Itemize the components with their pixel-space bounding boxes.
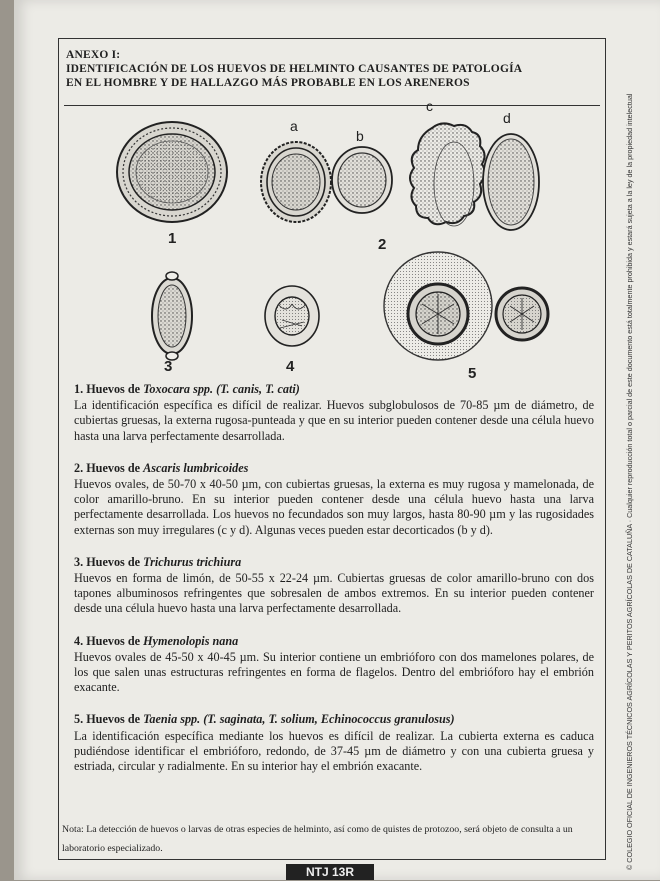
section-text: La identificación específica mediante los huevos es difícil de realizar. La cubierta externa es caduca pudiéndose identificar el embrióforo, redondo, de 37-45 µm de diámetro y con una cubierta gruesa y estriada, circular y radialmente. En su interior hay el embrión exacante. [74,728,594,774]
figure-label-5: 5 [468,365,477,382]
copyright-margin [610,93,640,870]
section-title: 2. Huevos de Ascaris lumbricoides [74,460,249,475]
ascaris-egg-c-drawing [410,123,485,226]
trichuris-egg-drawing [152,272,192,360]
figure-letter-b: b [356,128,364,144]
document-code-badge: NTJ 13R [286,864,374,880]
section-hymenolopis [74,634,594,696]
sections-body [74,382,594,791]
figure-label-4: 4 [286,358,295,375]
section-title: 4. Huevos de Hymenolopis nana [74,633,239,648]
hymenolepis-egg-drawing [265,286,319,346]
section-toxocara [74,382,594,444]
section-title: 5. Huevos de Taenia spp. (T. saginata, T. solium, Echinococcus granulosus) [74,712,455,727]
eggs-illustration [60,108,602,388]
toxocara-egg-drawing [117,122,227,222]
section-title: 1. Huevos de Toxocara spp. (T. canis, T. cati) [74,382,300,396]
annex-title-line-2: EN EL HOMBRE Y DE HALLAZGO MÁS PROBABLE EN LOS ARENEROS [66,77,470,89]
section-text: Huevos en forma de limón, de 50-55 x 22-24 µm. Cubiertas gruesas de color amarillo-bruno con dos tapones albuminosos refringentes que sobresalen de ambos extremos. En su interior pueden contener desde una célula huevo hasta una larva perfectamente desarrollada. [74,571,594,616]
ascaris-egg-b-drawing [332,147,392,213]
annex-header [66,48,596,90]
figure-letter-c: c [426,98,433,114]
annex-title-line-1: IDENTIFICACIÓN DE LOS HUEVOS DE HELMINTO CAUSANTES DE PATOLOGÍA [66,63,523,75]
taenia-egg-large-drawing [384,252,492,360]
figure-label-2: 2 [378,236,387,253]
header-divider [64,105,600,106]
ascaris-egg-a-drawing [261,142,331,222]
section-trichurus [74,555,594,617]
helminth-eggs-figure [60,98,602,388]
annex-label: ANEXO I: [66,49,121,61]
taenia-egg-small-drawing [496,288,548,340]
footnote: Nota: La detección de huevos o larvas de otras especies de helminto, así como de quistes de protozoo, será objeto de consulta a un laboratorio especializado. [62,824,573,854]
section-text: La identificación específica es difícil de realizar. Huevos subglobulosos de 70-85 µm de diámetro, de cubiertas gruesas, la externa rugosa-punteada y que en su interior pueden contener desde una célula huevo hasta una larva perfectamente desarrollada. [74,398,594,443]
section-text: Huevos ovales, de 50-70 x 40-50 µm, con cubiertas gruesas, la externa es muy rugosa y mamelonada, de color amarillo-bruno. En su interior pueden contener desde una célula huevo hasta una larva perfectamente desarrollada. Los huevos no fecundados son muy largos, hasta 80-90 µm y las rugosidades externas son muy irregulares (c y d). Algunas veces pueden estar decorticados (b y d). [74,477,594,537]
figure-letter-a: a [290,118,298,134]
section-text: Huevos ovales de 45-50 x 40-45 µm. Su interior contiene un embrióforo con dos mamelones polares, de los que salen unas estructuras refringentes en forma de flagelos. Dentro del embrióforo hay el embrión exacante. [74,649,594,695]
ascaris-egg-d-drawing [483,134,539,230]
figure-letter-d: d [503,110,511,126]
section-title: 3. Huevos de Trichurus trichiura [74,554,242,569]
figure-label-1: 1 [168,230,177,247]
figure-label-3: 3 [164,358,173,375]
section-ascaris [74,461,594,538]
copyright-text: © COLEGIO OFICIAL DE INGENIEROS TÉCNICOS AGRÍCOLAS Y PERITOS AGRÍCOLAS DE CATALUÑA · Cualquier reproducción total o parcial de este documento está totalmente prohibida y estará sujeta a la ley de la propiedad intelectual [625,93,634,870]
section-taenia [74,712,594,774]
